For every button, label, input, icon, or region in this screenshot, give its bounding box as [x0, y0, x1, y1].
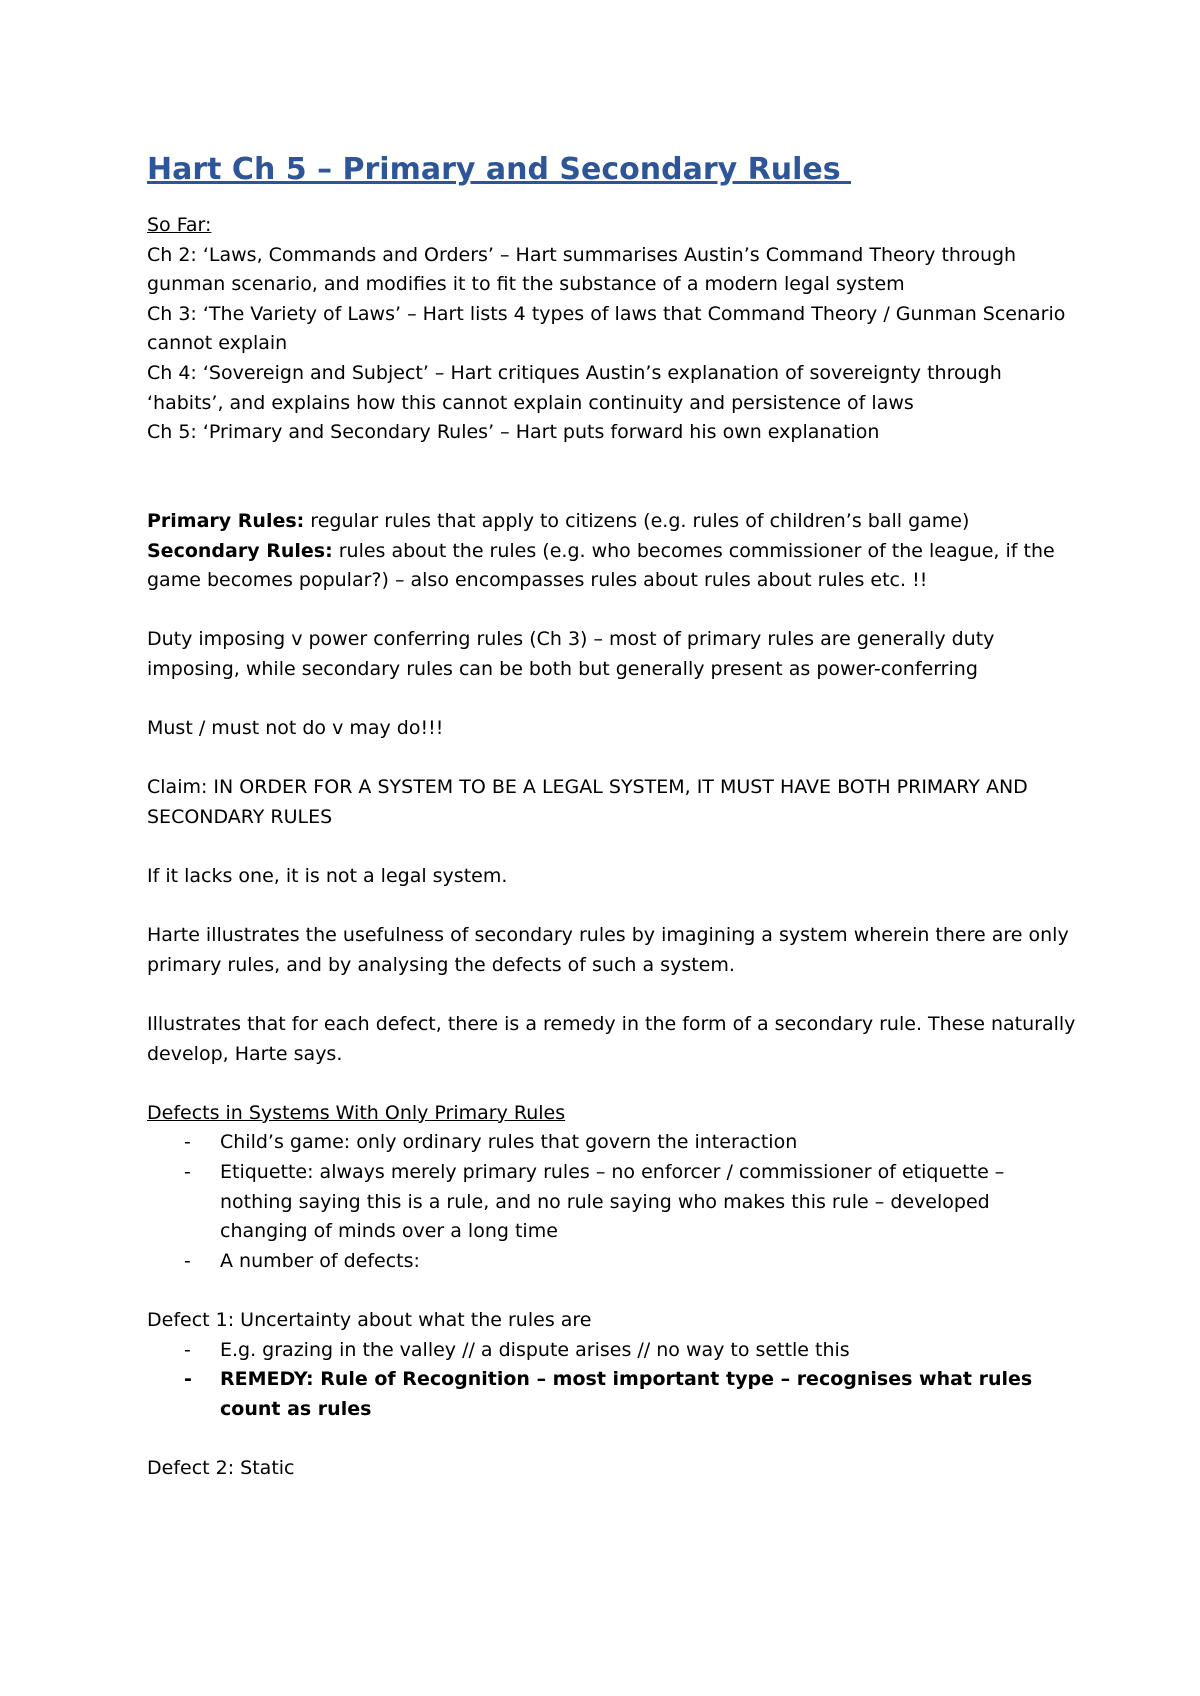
lacks-one-paragraph: If it lacks one, it is not a legal system.: [147, 865, 508, 888]
primary-rules-definition: [147, 507, 1077, 537]
defect1-heading: Defect 1: Uncertainty about what the rules are: [147, 1308, 592, 1331]
primary-rules-text: regular rules that apply to citizens (e.g. rules of children’s ball game): [304, 509, 970, 532]
document-body: [147, 211, 1077, 1484]
defect1-list: [147, 1336, 1077, 1425]
document-page: [147, 150, 1077, 1484]
defects-heading: Defects in Systems With Only Primary Rules: [147, 1101, 566, 1124]
defect2-heading: Defect 2: Static: [147, 1456, 295, 1479]
page-title: Hart Ch 5 – Primary and Secondary Rules: [147, 152, 852, 187]
secondary-rules-definition: [147, 537, 1077, 596]
harte-illustrates-paragraph: Harte illustrates the usefulness of secondary rules by imagining a system wherein there are only primary rules, and by analysing the defects of such a system.: [147, 924, 1069, 976]
so-far-ch3: Ch 3: ‘The Variety of Laws’ – Hart lists 4 types of laws that Command Theory / Gunman Scenario cannot explain: [147, 302, 1066, 355]
claim-paragraph: Claim: IN ORDER FOR A SYSTEM TO BE A LEGAL SYSTEM, IT MUST HAVE BOTH PRIMARY AND SECONDARY RULES: [147, 776, 1028, 828]
must-may-paragraph: Must / must not do v may do!!!: [147, 717, 444, 740]
list-item: - Child’s game: only ordinary rules that govern the interaction: [147, 1128, 1077, 1158]
list-item: - Etiquette: always merely primary rules – no enforcer / commissioner of etiquette – nothing saying this is a rule, and no rule saying who makes this rule – developed changing of minds over a long time: [147, 1158, 1077, 1247]
secondary-rules-label: Secondary Rules:: [147, 539, 333, 562]
remedy-item: - REMEDY: Rule of Recognition – most important type – recognises what rules count as rules: [147, 1365, 1077, 1424]
illustrates-remedy-paragraph: Illustrates that for each defect, there is a remedy in the form of a secondary rule. These naturally develop, Harte says.: [147, 1013, 1076, 1065]
so-far-ch5: Ch 5: ‘Primary and Secondary Rules’ – Hart puts forward his own explanation: [147, 421, 880, 444]
primary-rules-label: Primary Rules:: [147, 509, 305, 532]
so-far-ch2: Ch 2: ‘Laws, Commands and Orders’ – Hart summarises Austin’s Command Theory through gunman scenario, and modifies it to fit the substance of a modern legal system: [147, 243, 1017, 296]
defects-list: [147, 1128, 1077, 1276]
list-item: - A number of defects:: [147, 1247, 1077, 1277]
duty-power-paragraph: Duty imposing v power conferring rules (Ch 3) – most of primary rules are generally duty imposing, while secondary rules can be both but generally present as power-conferring: [147, 628, 995, 680]
list-item: - E.g. grazing in the valley // a dispute arises // no way to settle this: [147, 1336, 1077, 1366]
secondary-rules-text: rules about the rules (e.g. who becomes commissioner of the league, if the game becomes popular?) – also encompasses rules about rules about rules etc. !!: [147, 539, 1055, 592]
so-far-ch4: Ch 4: ‘Sovereign and Subject’ – Hart critiques Austin’s explanation of sovereignty through ‘habits’, and explains how this cannot explain continuity and persistence of laws: [147, 361, 1002, 414]
so-far-heading: So Far:: [147, 214, 212, 236]
